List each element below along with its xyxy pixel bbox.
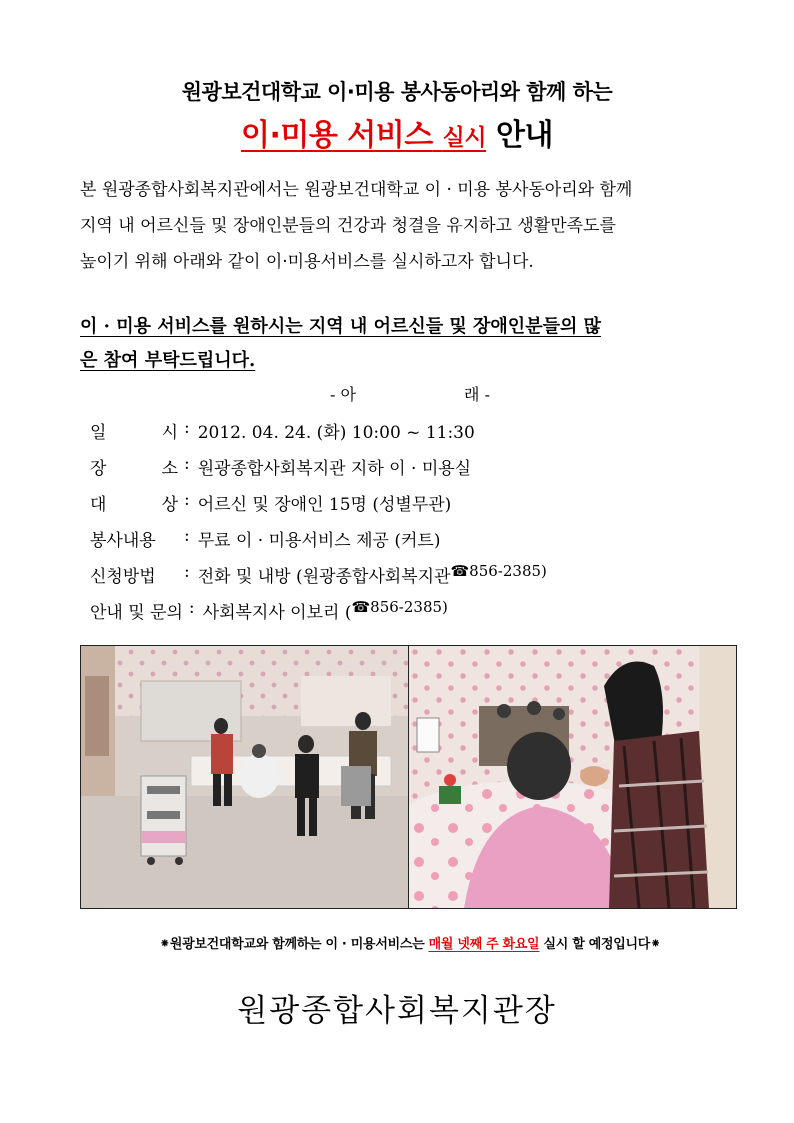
detail-value: 2012. 04. 24. (화) 10:00 ~ 11:30 (197, 423, 475, 443)
detail-key: 봉사내용 (90, 531, 156, 551)
title-red-part (241, 118, 486, 153)
detail-row-contact: 안내 및 문의 : 사회복지사 이보리 ( ☎856-2385) (90, 598, 448, 623)
phone-number: ☎856-2385) (351, 598, 448, 616)
detail-value: 사회복지사 이보리 ( (202, 603, 352, 623)
schedule-note-suffix: 실시 할 예정입니다⁕ (539, 937, 661, 952)
title-black-part: 안내 (496, 118, 554, 153)
detail-key: 일 시 (90, 423, 178, 443)
schedule-note-prefix: ⁕원광보건대학교와 함께하는 이 · 미용서비스는 (159, 937, 429, 952)
event-details (90, 418, 547, 634)
detail-key: 신청방법 (90, 567, 156, 587)
page-title (0, 110, 794, 154)
detail-row-target: 대 상 : 어르신 및 장애인 15명 (성별무관) (90, 490, 452, 515)
title-red-silsi: 실시 (442, 125, 487, 151)
notice-line: 이 · 미용 서비스를 원하시는 지역 내 어르신들 및 장애인분들의 많 (80, 316, 602, 337)
detail-row-apply: 신청방법 : 전화 및 내방 (원광종합사회복지관 ☎856-2385) (90, 562, 547, 587)
detail-key: 장 소 (90, 459, 178, 479)
photo-strip (80, 645, 737, 909)
section-marker (330, 382, 490, 405)
detail-key: 안내 및 문의 (90, 603, 183, 623)
intro-line: 본 원광종합사회복지관에서는 원광보건대학교 이 · 미용 봉사동아리와 함께 (80, 180, 633, 200)
notice-line: 은 참여 부탁드립니다. (80, 350, 256, 371)
title-red-service: 이·미용 서비스 (240, 118, 433, 153)
detail-value: 원광종합사회복지관 지하 이 · 미용실 (197, 459, 472, 479)
section-marker-left: - 아 (330, 385, 356, 404)
detail-value: 무료 이 · 미용서비스 제공 (커트) (197, 531, 441, 551)
section-marker-right: 래 - (464, 385, 490, 404)
intro-line: 높이기 위해 아래와 같이 이·미용서비스를 실시하고자 합니다. (80, 252, 534, 272)
haircut-service-photo (409, 646, 736, 908)
intro-paragraph (80, 172, 740, 280)
director-signature: 원광종합사회복지관장 (237, 993, 557, 1029)
phone-number: ☎856-2385) (450, 562, 547, 580)
detail-row-place: 장 소 : 원광종합사회복지관 지하 이 · 미용실 (90, 454, 472, 479)
schedule-note (80, 933, 740, 952)
header-subtitle: 원광보건대학교 이·미용 봉사동아리와 함께 하는 (181, 80, 613, 104)
detail-key: 대 상 (90, 495, 178, 515)
schedule-highlight: 매월 넷째 주 화요일 (428, 937, 540, 952)
detail-row-date: 일 시 : 2012. 04. 24. (화) 10:00 ~ 11:30 (90, 418, 475, 443)
detail-value: 전화 및 내방 (원광종합사회복지관 (197, 567, 451, 587)
participation-notice (80, 310, 740, 378)
haircut-room-photo (81, 646, 409, 908)
intro-line: 지역 내 어르신들 및 장애인분들의 건강과 청결을 유지하고 생활만족도를 (80, 216, 616, 236)
detail-row-service: 봉사내용 : 무료 이 · 미용서비스 제공 (커트) (90, 526, 441, 551)
detail-value: 어르신 및 장애인 15명 (성별무관) (197, 495, 452, 515)
